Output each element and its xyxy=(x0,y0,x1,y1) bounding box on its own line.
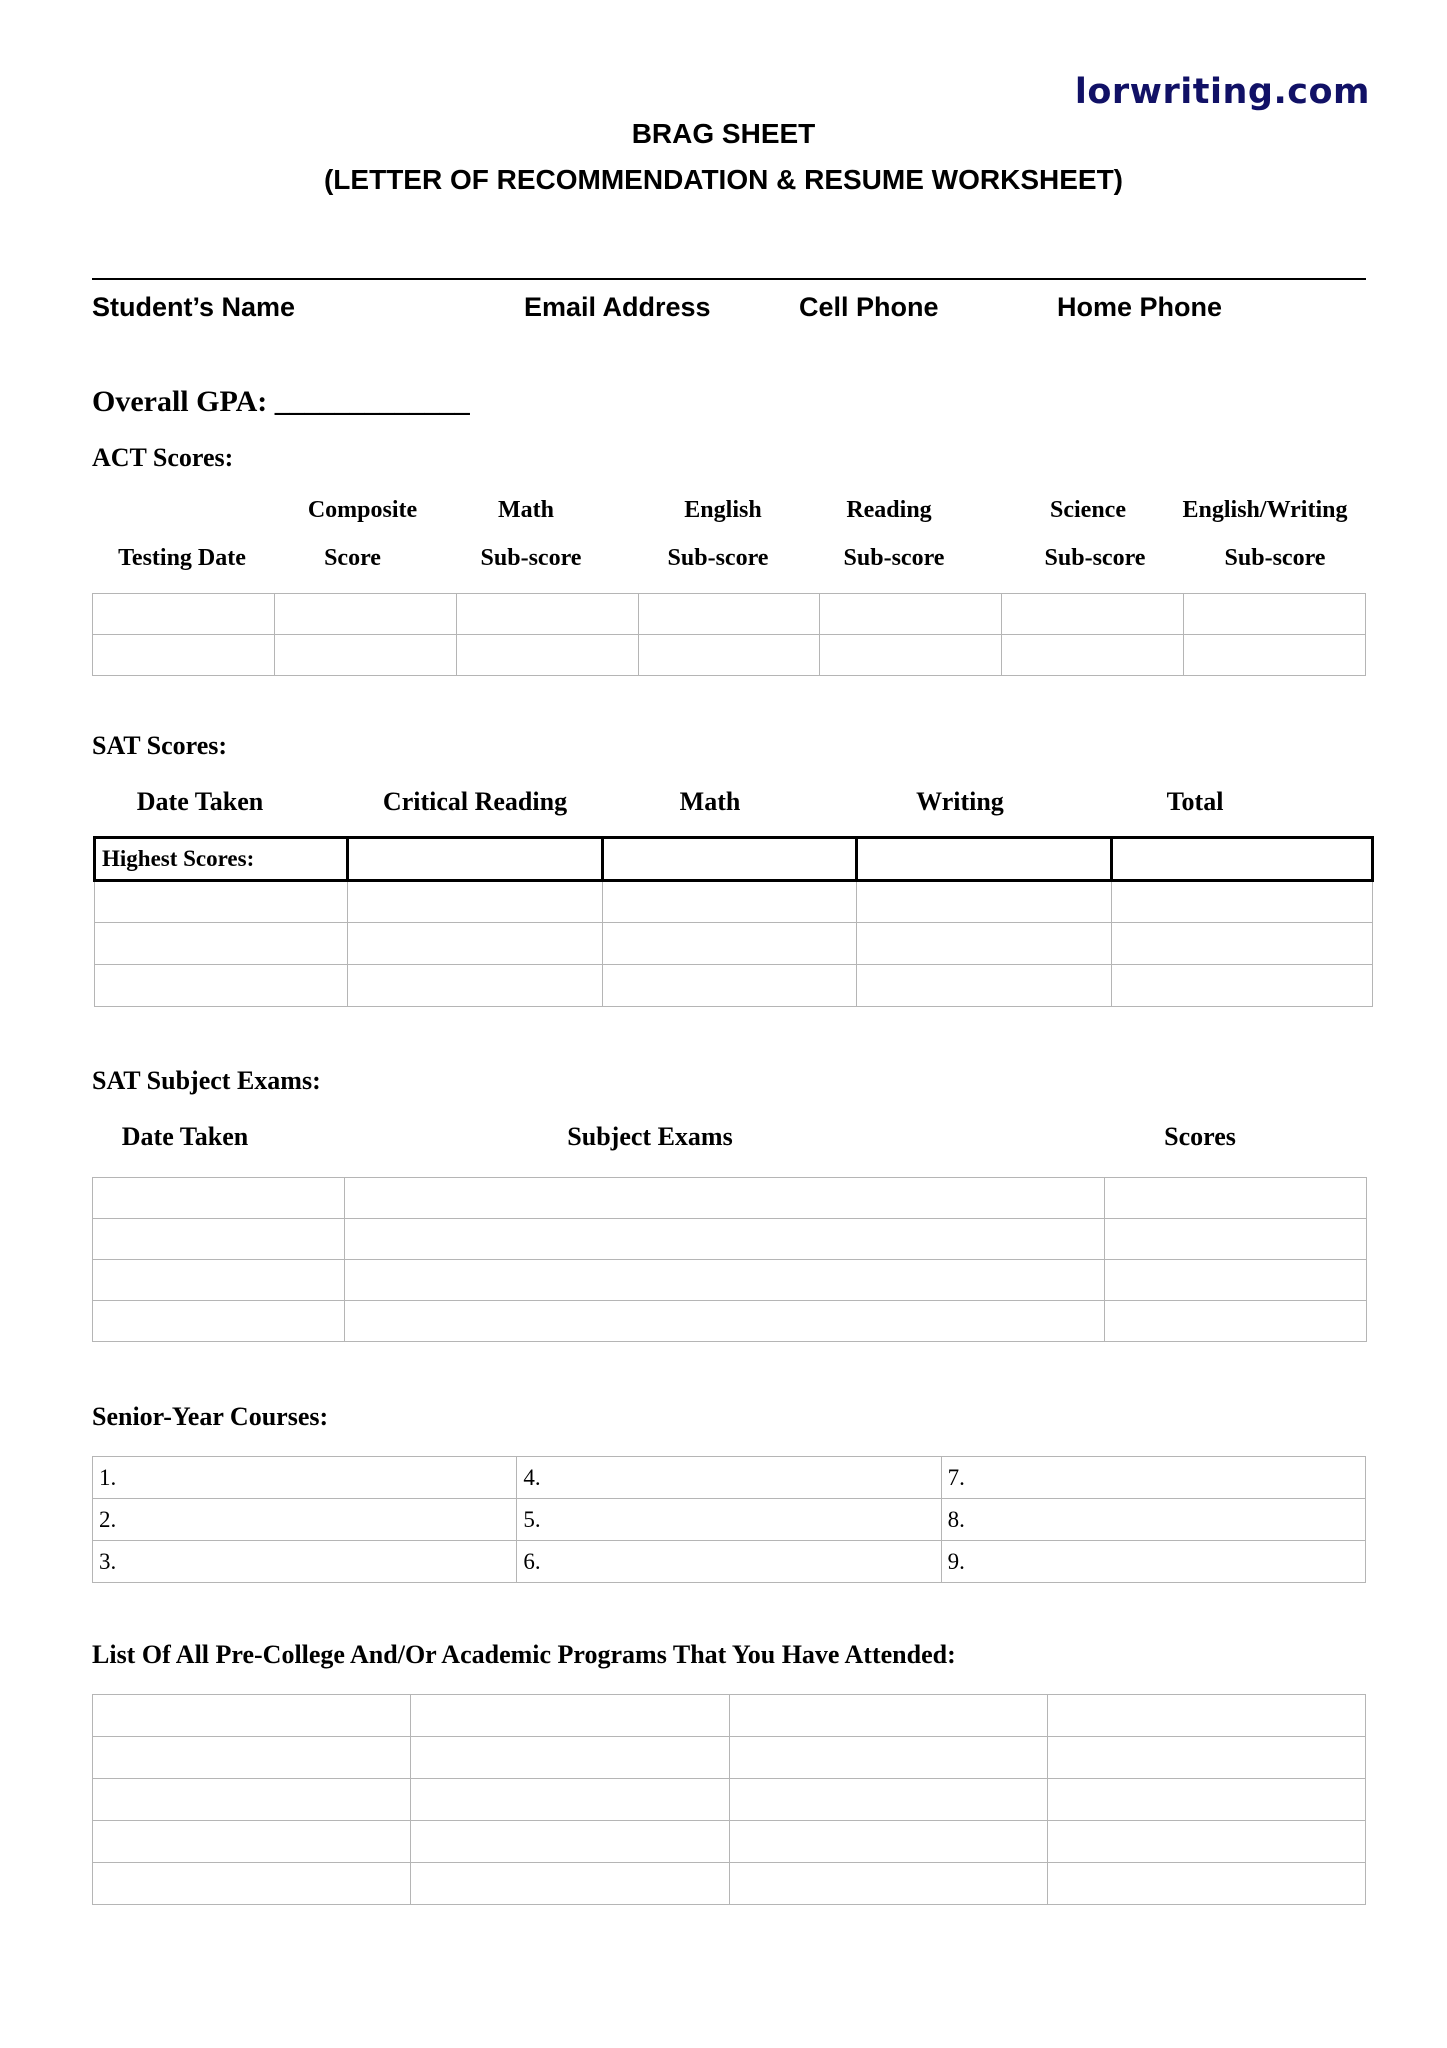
table-cell[interactable] xyxy=(820,594,1002,635)
table-cell[interactable] xyxy=(638,635,820,676)
course-cell[interactable]: 9. xyxy=(941,1541,1365,1583)
table-cell[interactable] xyxy=(1105,1178,1367,1219)
table-cell[interactable] xyxy=(411,1863,729,1905)
table-cell[interactable] xyxy=(95,923,348,965)
table-cell[interactable] xyxy=(1047,1695,1365,1737)
act-header-english-sub: Sub-score xyxy=(667,545,769,571)
table-row xyxy=(93,1457,1366,1499)
programs-table xyxy=(92,1694,1366,1905)
table-row xyxy=(93,594,1366,635)
table-row xyxy=(93,1541,1366,1583)
table-row xyxy=(93,1821,1366,1863)
table-cell[interactable] xyxy=(411,1779,729,1821)
course-cell[interactable]: 4. xyxy=(517,1457,941,1499)
table-cell[interactable] xyxy=(93,1260,345,1301)
course-cell[interactable]: 5. xyxy=(517,1499,941,1541)
table-cell[interactable] xyxy=(93,1737,411,1779)
table-cell[interactable] xyxy=(729,1695,1047,1737)
table-cell[interactable] xyxy=(1002,635,1184,676)
home-phone-label: Home Phone xyxy=(1057,292,1223,322)
table-cell[interactable] xyxy=(93,1219,345,1260)
table-cell[interactable] xyxy=(411,1821,729,1863)
brand-logo-text: lorwriting.com xyxy=(1074,72,1370,112)
sat-subject-table xyxy=(92,1177,1367,1342)
course-cell[interactable]: 2. xyxy=(93,1499,517,1541)
table-row xyxy=(93,1863,1366,1905)
table-row xyxy=(95,923,1373,965)
table-cell[interactable] xyxy=(348,881,603,923)
table-cell[interactable] xyxy=(820,635,1002,676)
course-cell[interactable]: 7. xyxy=(941,1457,1365,1499)
table-cell[interactable] xyxy=(603,965,857,1007)
table-row xyxy=(93,1301,1367,1342)
table-cell[interactable] xyxy=(95,881,348,923)
highest-scores-label: Highest Scores: xyxy=(95,838,348,881)
table-cell[interactable] xyxy=(345,1260,1105,1301)
table-cell[interactable] xyxy=(348,923,603,965)
act-header-math: Math xyxy=(498,497,554,523)
table-cell[interactable] xyxy=(1105,1219,1367,1260)
table-cell[interactable] xyxy=(345,1219,1105,1260)
page-title: BRAG SHEET xyxy=(631,118,816,149)
table-cell[interactable] xyxy=(1112,838,1373,881)
act-header-science: Science xyxy=(1050,497,1126,523)
table-cell[interactable] xyxy=(345,1178,1105,1219)
subject-header-scores: Scores xyxy=(1164,1122,1236,1151)
table-cell[interactable] xyxy=(729,1821,1047,1863)
sat-header-date-taken: Date Taken xyxy=(136,787,264,816)
table-cell[interactable] xyxy=(1184,594,1366,635)
table-cell[interactable] xyxy=(93,594,275,635)
table-cell[interactable] xyxy=(1184,635,1366,676)
table-cell[interactable] xyxy=(857,965,1112,1007)
act-header-reading: Reading xyxy=(846,497,932,523)
table-cell[interactable] xyxy=(1047,1863,1365,1905)
table-cell[interactable] xyxy=(93,1821,411,1863)
sat-scores-table xyxy=(93,836,1374,1007)
sat-header-total: Total xyxy=(1166,787,1224,816)
subject-header-subject-exams: Subject Exams xyxy=(567,1122,733,1151)
table-cell[interactable] xyxy=(93,1178,345,1219)
table-cell[interactable] xyxy=(1047,1779,1365,1821)
table-row-highest xyxy=(95,838,1373,881)
table-cell[interactable] xyxy=(456,594,638,635)
table-cell[interactable] xyxy=(603,881,857,923)
table-row xyxy=(93,1499,1366,1541)
sat-header-math: Math xyxy=(679,787,741,816)
table-cell[interactable] xyxy=(274,594,456,635)
email-address-label: Email Address xyxy=(524,292,711,322)
senior-courses-table xyxy=(92,1456,1366,1583)
act-scores-table xyxy=(92,593,1366,676)
sat-header-writing: Writing xyxy=(916,787,1004,816)
subject-header-date-taken: Date Taken xyxy=(121,1122,249,1151)
table-row xyxy=(93,1219,1367,1260)
act-header-english-writing-sub: Sub-score xyxy=(1224,545,1326,571)
name-line-rule xyxy=(92,278,1366,280)
overall-gpa-field[interactable]: Overall GPA: _____________ xyxy=(92,385,470,418)
act-header-english-writing: English/Writing xyxy=(1182,497,1348,523)
act-section-title: ACT Scores: xyxy=(92,443,234,472)
sat-section-title: SAT Scores: xyxy=(92,731,228,760)
cell-phone-label: Cell Phone xyxy=(799,292,939,322)
table-row xyxy=(93,1178,1367,1219)
table-cell[interactable] xyxy=(857,838,1112,881)
table-cell[interactable] xyxy=(1105,1260,1367,1301)
table-cell[interactable] xyxy=(95,965,348,1007)
sat-subject-section-title: SAT Subject Exams: xyxy=(92,1066,321,1095)
table-cell[interactable] xyxy=(93,635,275,676)
table-cell[interactable] xyxy=(1047,1821,1365,1863)
table-row xyxy=(95,965,1373,1007)
table-cell[interactable] xyxy=(1047,1737,1365,1779)
act-header-reading-sub: Sub-score xyxy=(843,545,945,571)
table-cell[interactable] xyxy=(729,1863,1047,1905)
table-cell[interactable] xyxy=(1105,1301,1367,1342)
senior-courses-section-title: Senior-Year Courses: xyxy=(92,1402,329,1431)
programs-section-title: List Of All Pre-College And/Or Academic Programs That You Have Attended: xyxy=(92,1640,956,1669)
table-row xyxy=(93,1260,1367,1301)
table-cell[interactable] xyxy=(857,881,1112,923)
table-cell[interactable] xyxy=(348,965,603,1007)
act-header-score: Score xyxy=(324,545,381,571)
sat-header-critical-reading: Critical Reading xyxy=(382,787,568,816)
table-cell[interactable] xyxy=(345,1301,1105,1342)
table-cell[interactable] xyxy=(348,838,603,881)
table-cell[interactable] xyxy=(456,635,638,676)
table-row xyxy=(93,1695,1366,1737)
course-cell[interactable]: 6. xyxy=(517,1541,941,1583)
table-row xyxy=(93,1779,1366,1821)
course-cell[interactable]: 3. xyxy=(93,1541,517,1583)
act-header-testing-date: Testing Date xyxy=(118,545,246,571)
table-cell[interactable] xyxy=(1112,923,1373,965)
table-cell[interactable] xyxy=(93,1301,345,1342)
table-cell[interactable] xyxy=(1112,965,1373,1007)
table-row xyxy=(93,635,1366,676)
act-header-math-sub: Sub-score xyxy=(480,545,582,571)
student-name-label: Student’s Name xyxy=(92,292,296,322)
table-cell[interactable] xyxy=(274,635,456,676)
table-cell[interactable] xyxy=(603,838,857,881)
table-cell[interactable] xyxy=(93,1695,411,1737)
act-header-english: English xyxy=(684,497,762,523)
table-cell[interactable] xyxy=(411,1695,729,1737)
table-cell[interactable] xyxy=(411,1737,729,1779)
table-cell[interactable] xyxy=(729,1737,1047,1779)
table-row xyxy=(93,1737,1366,1779)
table-cell[interactable] xyxy=(93,1779,411,1821)
course-cell[interactable]: 8. xyxy=(941,1499,1365,1541)
table-cell[interactable] xyxy=(729,1779,1047,1821)
table-cell[interactable] xyxy=(1112,881,1373,923)
course-cell[interactable]: 1. xyxy=(93,1457,517,1499)
table-cell[interactable] xyxy=(603,923,857,965)
table-cell[interactable] xyxy=(857,923,1112,965)
table-row xyxy=(95,881,1373,923)
act-header-science-sub: Sub-score xyxy=(1044,545,1146,571)
page-subtitle: (LETTER OF RECOMMENDATION & RESUME WORKSHEET) xyxy=(323,164,1123,195)
act-header-composite: Composite xyxy=(307,497,418,523)
table-cell[interactable] xyxy=(1002,594,1184,635)
table-cell[interactable] xyxy=(93,1863,411,1905)
table-cell[interactable] xyxy=(638,594,820,635)
